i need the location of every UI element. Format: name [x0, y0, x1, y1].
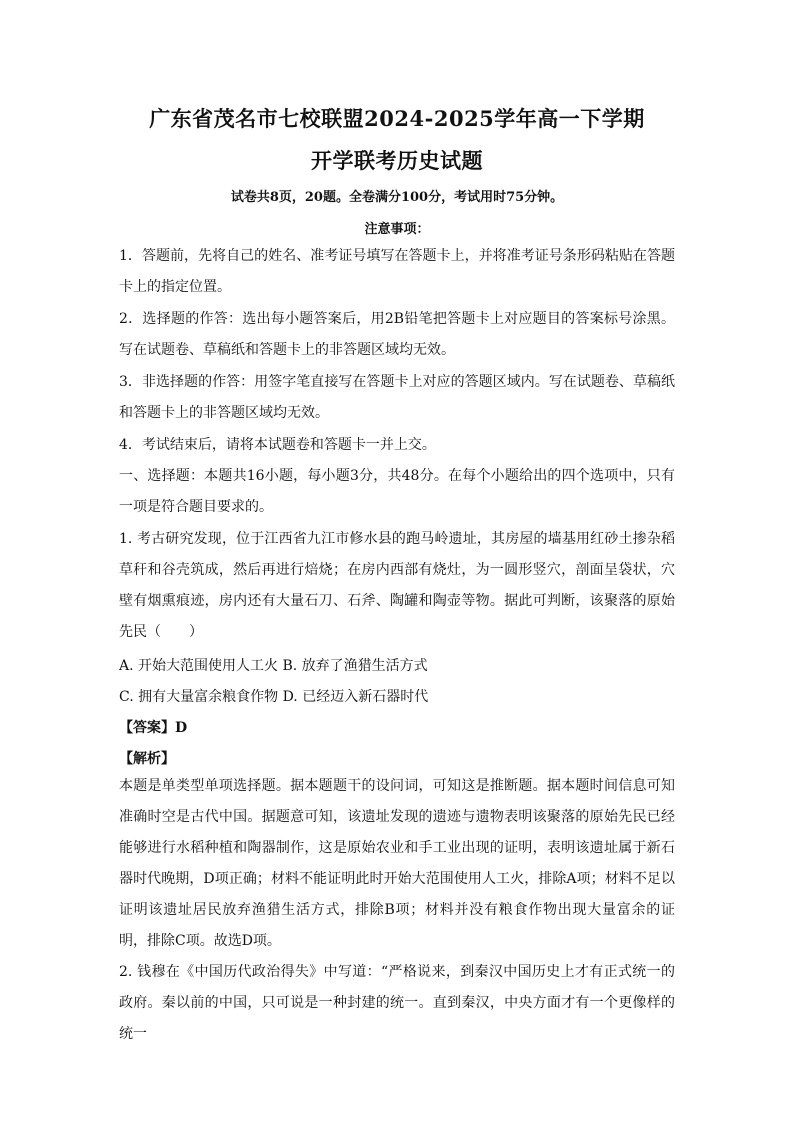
question1-analysis: 本题是单类型单项选择题。据本题题干的设问词，可知这是推断题。据本题时间信息可知准确时空是古代中国。据题意可知，该遗址发现的遗迹与遗物表明该聚落的原始先民已经能够进行水稻种植和陶器制作，这是原始农业和手工业出现的证明，表明该遗址属于新石器时代晚期，D项正确；材料不能证明此时开始大范围使用人工火，排除A项；材料不足以证明该遗址居民放弃渔猎生活方式，排除B项；材料并没有粮食作物出现大量富余的证明，排除C项。故选D项。: [119, 778, 675, 949]
question1-analysis-heading: 【解析】: [119, 751, 175, 767]
note-4: 4．考试结束后，请将本试题卷和答题卡一并上交。: [119, 437, 436, 453]
note-1: 1．答题前，先将自己的姓名、准考证号填写在答题卡上，并将准考证号条形码粘贴在答题卡上的指定位置。: [119, 248, 675, 295]
question1-answer: 【答案】D: [119, 720, 188, 736]
question2-stem: 2. 钱穆在《中国历代政治得失》中写道：“严格说来，到秦汉中国历史上才有正式统一的政府。秦以前的中国，只可说是一种封建的统一。直到秦汉，中央方面才有一个更像样的统一: [119, 964, 675, 1042]
note-3: 3．非选择题的作答：用签字笔直接写在答题卡上对应的答题区域内。写在试题卷、草稿纸和答题卡上的非答题区域均无效。: [119, 374, 675, 421]
exam-title-line1: 广东省茂名市七校联盟2024-2025学年高一下学期: [149, 106, 645, 131]
question1-options-ab: A. 开始大范围使用人工火 B. 放弃了渔猎生活方式: [119, 658, 428, 674]
note-2: 2．选择题的作答：选出每小题答案后，用2B铅笔把答题卡上对应题目的答案标号涂黑。写在试题卷、草稿纸和答题卡上的非答题区域均无效。: [119, 311, 675, 358]
section1-intro: 一、选择题：本题共16小题，每小题3分，共48分。在每个小题给出的四个选项中，只有一项是符合题目要求的。: [119, 468, 675, 515]
question1-options-cd: C. 拥有大量富余粮食作物 D. 已经迈入新石器时代: [119, 689, 429, 705]
exam-info: 试卷共8页，20题。全卷满分100分，考试用时75分钟。: [230, 190, 564, 205]
exam-title-line2: 开学联考历史试题: [311, 148, 483, 173]
notes-heading: 注意事项：: [364, 222, 430, 237]
question1-stem: 1. 考古研究发现，位于江西省九江市修水县的跑马岭遗址，其房屋的墙基用红砂土掺杂稻草秆和谷壳筑成，然后再进行焙烧；在房内西部有烧灶，为一圆形竖穴，剖面呈袋状，穴壁有烟熏痕迹，房内还有大量石刀、石斧、陶罐和陶壶等物。据此可判断，该聚落的原始先民（ ）: [119, 531, 675, 640]
